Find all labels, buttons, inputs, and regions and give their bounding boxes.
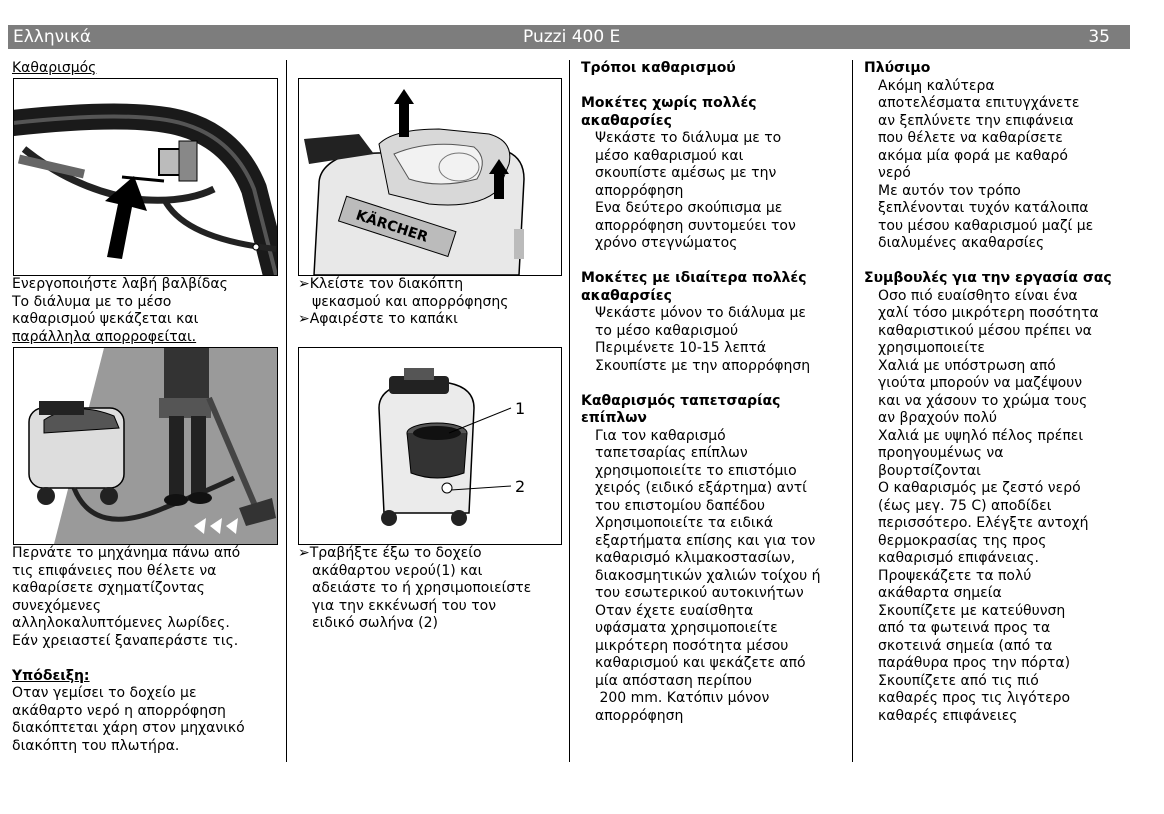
text-line: νερό xyxy=(878,165,911,181)
text-line: χρόνο στεγνώματος xyxy=(595,235,738,251)
text-line: διακοσμητικών χαλιών τοίχου ή xyxy=(595,567,821,584)
text-line: αν βραχούν πολύ xyxy=(878,410,997,426)
text-line: υφάσματα χρησιμοποιείτε xyxy=(595,620,778,636)
text-line: που θέλετε να καθαρίσετε xyxy=(878,130,1063,146)
remove-lid-illustration xyxy=(299,79,561,275)
caption-line: συνεχόμενες xyxy=(12,597,102,614)
text-line: Σκουπίζετε από τις πιό xyxy=(878,672,1039,689)
column-divider-1 xyxy=(286,60,287,762)
text-line: χειρός (ειδικό εξάρτημα) αντί xyxy=(595,480,807,496)
caption-text: Κλείστε τον διακόπτη xyxy=(309,276,464,292)
caption-line xyxy=(298,615,531,633)
text-line: θερμοκρασίας της προς xyxy=(878,532,1047,549)
caption-line: καθαρίσετε σχηματίζοντας xyxy=(12,580,205,596)
text-line: ταπετσαρίας επίπλων xyxy=(595,445,748,461)
callout-label-2: 2 xyxy=(515,477,526,496)
note-line: Οταν γεμίσει το δοχείο με xyxy=(12,685,197,701)
text-line: Ο καθαρισμός με ζεστό νερό xyxy=(878,480,1081,496)
text-line: του μέσου καθαρισμού μαζί με xyxy=(878,217,1094,234)
text-line: Ψεκάστε το διάλυμα με το xyxy=(595,130,782,146)
caption-line xyxy=(298,294,508,312)
column-divider-2 xyxy=(569,60,570,762)
valve-handle-illustration xyxy=(14,79,277,275)
caption-text: αδειάστε το ή χρησιμοποιείστε xyxy=(312,580,532,596)
caption-text: ειδικό σωλήνα (2) xyxy=(312,615,438,631)
figure-valve-handle xyxy=(13,78,278,276)
note-heading: Υπόδειξη: xyxy=(12,667,90,684)
cleaning-methods-heading: Τρόποι καθαρισμού xyxy=(581,60,736,76)
text-line: καθαρισμό κλιμακοστασίων, xyxy=(595,550,796,566)
brand-logo: KÄRCHER xyxy=(353,207,430,246)
caption-line: αλληλοκαλυπτόμενες λωρίδες. xyxy=(12,615,230,631)
text-line: 200 mm. Κατόπιν μόνον xyxy=(595,690,770,706)
section-title: ακαθαρσίες xyxy=(581,287,672,304)
waste-tank-illustration xyxy=(299,348,561,544)
rinsing-heading: Πλύσιμο xyxy=(864,60,931,76)
text-line: σκουπίστε αμέσως με την xyxy=(595,165,777,181)
page-number: 35 xyxy=(1088,27,1110,47)
text-line: μέσο καθαρισμού και xyxy=(595,147,744,164)
text-line: και να χάσουν το χρώμα τους xyxy=(878,392,1088,409)
text-line: Οσο πιό ευαίσθητο είναι ένα xyxy=(878,287,1078,304)
column-3 xyxy=(581,60,821,725)
text-line: περισσότερο. Ελέγξτε αντοχή xyxy=(878,515,1089,531)
text-line: Ενα δεύτερο σκούπισμα με xyxy=(595,200,783,216)
text-line: καθαριστικού μέσου πρέπει να xyxy=(878,322,1092,339)
caption-text: Τραβήξτε έξω το δοχείο xyxy=(309,545,482,561)
text-line: σκοτεινά σημεία (από τα xyxy=(878,637,1053,654)
page-header xyxy=(8,25,1130,49)
caption-text: Αφαιρέστε το καπάκι xyxy=(309,311,458,327)
carpet-cleaning-illustration xyxy=(14,348,277,544)
cleaning-heading: Καθαρισμός xyxy=(12,60,97,76)
caption-line: Εάν χρειαστεί ξαναπεράστε τις. xyxy=(12,632,239,649)
text-line: (έως μεγ. 75 C) αποδίδει xyxy=(878,497,1052,514)
text-line: από τα φωτεινά προς τα xyxy=(878,620,1051,636)
text-line: χρησιμοποιείτε xyxy=(878,340,985,356)
text-line: γιούτα μπορούν να μαζέψουν xyxy=(878,375,1083,391)
text-line: απορρόφηση xyxy=(595,182,684,199)
text-line: χρησιμοποιείτε το επιστόμιο xyxy=(595,462,797,479)
text-line: παράθυρα προς την πόρτα) xyxy=(878,655,1071,671)
figure-waste-tank xyxy=(298,347,562,545)
text-line: μικρότερη ποσότητα μέσου xyxy=(595,637,789,654)
figure-2-caption xyxy=(12,545,245,755)
caption-line: ➢Τραβήξτε έξω το δοχείο xyxy=(298,545,482,561)
figure-4-caption xyxy=(298,545,531,633)
caption-line: καθαρισμού ψεκάζεται και xyxy=(12,311,199,327)
caption-line: Το διάλυμα με το μέσο xyxy=(12,293,172,310)
note-line: διακόπτεται χάρη στον μηχανικό xyxy=(12,720,245,736)
text-line: του εσωτερικού αυτοκινήτων xyxy=(595,585,804,601)
section-title: Καθαρισμός ταπετσαρίας xyxy=(581,392,781,409)
figure-remove-lid xyxy=(298,78,562,276)
column-4 xyxy=(864,60,1112,725)
note-line: διακόπτη του πλωτήρα. xyxy=(12,737,180,754)
header-model: Puzzi 400 E xyxy=(523,27,621,47)
header-language: Ελληνικά xyxy=(13,27,92,47)
text-line: Για τον καθαρισμό xyxy=(595,427,726,444)
caption-line: Ενεργοποιήστε λαβή βαλβίδας xyxy=(12,276,228,292)
text-line: καθαρές επιφάνειες xyxy=(878,707,1018,724)
caption-line: ➢Κλείστε τον διακόπτη xyxy=(298,276,464,292)
text-line: ξεπλένονται τυχόν κατάλοιπα xyxy=(878,200,1089,216)
text-line: απορρόφηση xyxy=(595,707,684,724)
text-line: το μέσο καθαρισμού xyxy=(595,322,739,339)
figure-1-caption xyxy=(12,276,228,346)
text-line: καθαρές προς τις λιγότερο xyxy=(878,690,1071,706)
text-line: Χαλιά με υψηλό πέλος πρέπει xyxy=(878,427,1084,444)
tips-heading: Συμβουλές για την εργασία σας xyxy=(864,270,1112,286)
section-title: Μοκέτες χωρίς πολλές xyxy=(581,95,757,111)
section-title: ακαθαρσίες xyxy=(581,112,672,129)
text-line: προηγουμένως να xyxy=(878,445,1004,461)
caption-text: ακάθαρτου νερού(1) και xyxy=(312,562,483,579)
text-line: του επιστομίου δαπέδου xyxy=(595,497,765,514)
figure-carpet-cleaning xyxy=(13,347,278,545)
text-line: μία απόσταση περίπου xyxy=(595,672,752,689)
text-line: αν ξεπλύνετε την επιφάνεια xyxy=(878,112,1074,129)
text-line: διαλυμένες ακαθαρσίες xyxy=(878,235,1045,251)
caption-line xyxy=(298,598,531,616)
text-line: Προψεκάζετε τα πολύ xyxy=(878,567,1032,584)
section-title: επίπλων xyxy=(581,410,647,426)
text-line: χαλί τόσο μικρότερη ποσότητα xyxy=(878,305,1099,321)
caption-line: παράλληλα απορροφείται. xyxy=(12,328,197,345)
text-line: Περιμένετε 10-15 λεπτά xyxy=(595,340,767,356)
caption-text: ψεκασμού και απορρόφησης xyxy=(312,293,509,310)
caption-line: ➢Αφαιρέστε το καπάκι xyxy=(298,311,458,327)
callout-label-1: 1 xyxy=(515,399,526,418)
text-line: ακάθαρτα σημεία xyxy=(878,585,1002,601)
caption-line xyxy=(298,580,531,598)
text-line: απορρόφηση συντομεύει τον xyxy=(595,217,796,234)
figure-3-caption xyxy=(298,276,508,329)
text-line: καθαρισμό επιφάνειας. xyxy=(878,550,1039,566)
caption-text: για την εκκένωσή του τον xyxy=(312,597,497,614)
section-title: Μοκέτες με ιδιαίτερα πολλές xyxy=(581,270,807,286)
text-line: αποτελέσματα επιτυγχάνετε xyxy=(878,95,1080,111)
text-line: Οταν έχετε ευαίσθητα xyxy=(595,602,754,619)
caption-line: τις επιφάνειες που θέλετε να xyxy=(12,562,217,579)
text-line: Ακόμη καλύτερα xyxy=(878,77,995,94)
text-line: βουρτσίζονται xyxy=(878,462,981,479)
text-line: Ψεκάστε μόνον το διάλυμα με xyxy=(595,305,806,321)
text-line: καθαρισμού και ψεκάζετε από xyxy=(595,655,806,671)
text-line: Χρησιμοποιείτε τα ειδικά xyxy=(595,515,774,531)
text-line: Σκουπίστε με την απορρόφηση xyxy=(595,357,811,374)
caption-line xyxy=(298,563,531,581)
text-line: Σκουπίζετε με κατεύθυνση xyxy=(878,602,1066,619)
caption-line: Περνάτε το μηχάνημα πάνω από xyxy=(12,545,241,561)
note-line: ακάθαρτο νερό η απορρόφηση xyxy=(12,702,226,719)
column-1 xyxy=(12,60,96,78)
column-divider-3 xyxy=(852,60,853,762)
text-line: ακόμα μία φορά με καθαρό xyxy=(878,147,1068,164)
text-line: Χαλιά με υπόστρωση από xyxy=(878,357,1056,374)
text-line: Με αυτόν τον τρόπο xyxy=(878,182,1021,199)
text-line: εξαρτήματα επίσης και για τον xyxy=(595,532,816,549)
